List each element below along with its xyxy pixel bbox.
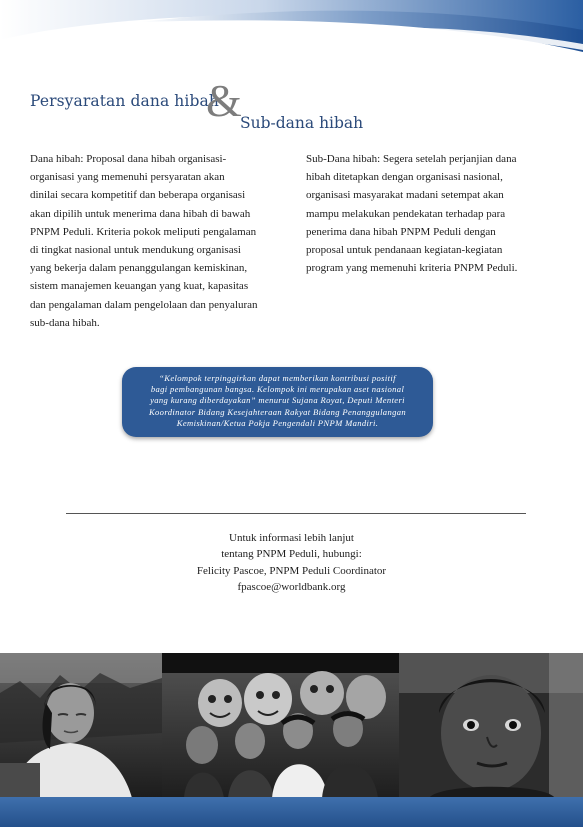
quote-callout [122,367,433,437]
group-of-men-photo [162,653,399,798]
text-line: dan pengalaman dalam pengelolaan dan penyaluran [30,298,258,311]
text-line: mampu melakukan pendekatan terhadap para [306,207,506,220]
quote-line: yang kurang diberdayakan” menurut Sujana Royat, Deputi Menteri [150,395,405,406]
woman-photo [0,653,162,798]
heading-grant-requirements: Persyaratan dana hibah [30,92,219,110]
heading-ampersand: & [206,75,242,126]
footer-bar [0,797,583,827]
text-line: PNPM Peduli. Kriteria pokok meliputi pengalaman [30,225,257,238]
text-line: penerima dana hibah PNPM Peduli dengan [306,225,496,238]
text-line: yang bekerja dalam penanggulangan kemiskinan, [30,262,248,275]
sub-grant-text-column [306,150,552,277]
contact-line: tentang PNPM Peduli, hubungi: [221,548,362,561]
photo-strip [0,653,583,798]
quote-line: bagi pembangunan bangsa. Kelompok ini merupakan aset nasional [150,384,405,395]
text-line: proposal untuk pendanaan kegiatan-kegiatan [306,244,503,257]
section-heading [0,75,583,138]
section-divider [66,513,526,514]
contact-email-link[interactable]: fpascoe@worldbank.org [237,581,346,594]
text-line: di tingkat nasional untuk mendukung organisasi [30,244,241,257]
grant-text-column [30,150,278,332]
text-line: Dana hibah: Proposal dana hibah organisasi- [30,153,227,165]
contact-name: Felicity Pascoe, PNPM Peduli Coordinator [196,564,387,577]
quote-line: Kemiskinan/Ketua Pokja Pengendali PNPM Mandiri. [176,417,379,428]
text-line: dinilai secara kompetitif dan beberapa organisasi [30,189,246,202]
text-line: akan dipilih untuk menerima dana hibah di bawah [30,207,251,220]
contact-line: Untuk informasi lebih lanjut [229,532,354,544]
text-line: Sub-Dana hibah: Segera setelah perjanjian dana [306,153,517,165]
quote-line: “Kelompok terpinggirkan dapat memberikan kontribusi positif [159,373,396,383]
header-wave-banner [0,0,583,70]
text-line: sistem manajemen keuangan yang kuat, kapasitas [30,280,249,293]
text-line: hibah ditetapkan dengan organisasi nasional, [306,171,503,184]
text-line: organisasi yang memenuhi persyaratan akan [30,171,225,184]
contact-info [150,530,433,596]
quote-line: Koordinator Bidang Kesejahteraan Rakyat Bidang Penanggulangan [148,406,407,417]
heading-sub-grants: Sub-dana hibah [240,114,364,132]
text-line: program yang memenuhi kriteria PNPM Peduli. [306,262,518,275]
text-line: organisasi masyarakat madani setempat akan [306,189,504,202]
child-portrait-photo [399,653,583,798]
text-line: sub-dana hibah. [30,316,100,329]
